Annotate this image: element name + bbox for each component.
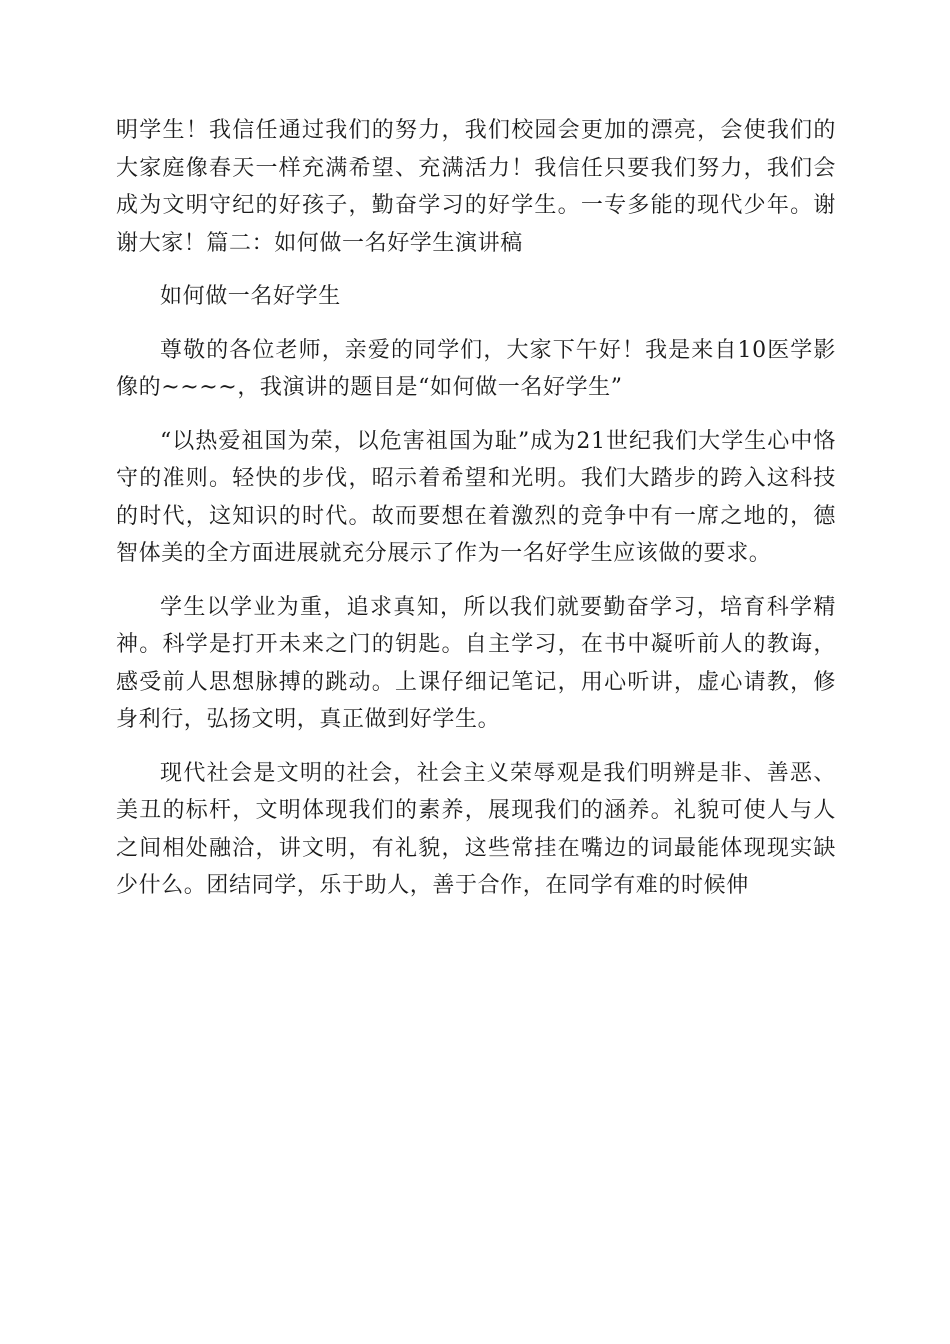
paragraph-motto: “以热爱祖国为荣，以危害祖国为耻”成为21世纪我们大学生心中恪守的准则。轻快的步伐，昭示着希望和光明。我们大踏步的跨入这科技的时代，这知识的时代。故而要想在着激烈的竞争中有一席之地的，德智体美的全方面进展就充分展示了作为一名好学生应该做的要求。 [116,428,836,566]
section-heading: 如何做一名好学生 [160,284,341,309]
paragraph-greeting: 尊敬的各位老师，亲爱的同学们，大家下午好！我是来自10医学影像的~~~~，我演讲的题目是“如何做一名好学生” [116,337,836,400]
document-body [116,112,836,921]
paragraph-1: 明学生！我信任通过我们的努力，我们校园会更加的漂亮，会使我们的大家庭像春天一样充满希望、充满活力！我信任只要我们努力，我们会成为文明守纪的好孩子，勤奋学习的好学生。一专多能的现代少年。谢谢大家！篇二：如何做一名好学生演讲稿 [116,118,836,256]
paragraph-civility: 现代社会是文明的社会，社会主义荣辱观是我们明辨是非、善恶、美丑的标杆，文明体现我们的素养，展现我们的涵养。礼貌可使人与人之间相处融洽，讲文明，有礼貌，这些常挂在嘴边的词最能体现现实缺少什么。团结同学，乐于助人，善于合作，在同学有难的时候伸 [116,760,836,898]
paragraph-study: 学生以学业为重，追求真知，所以我们就要勤奋学习，培育科学精神。科学是打开未来之门的钥匙。自主学习，在书中凝听前人的教诲，感受前人思想脉搏的跳动。上课仔细记笔记，用心听讲，虚心请教，修身利行，弘扬文明，真正做到好学生。 [116,594,836,732]
